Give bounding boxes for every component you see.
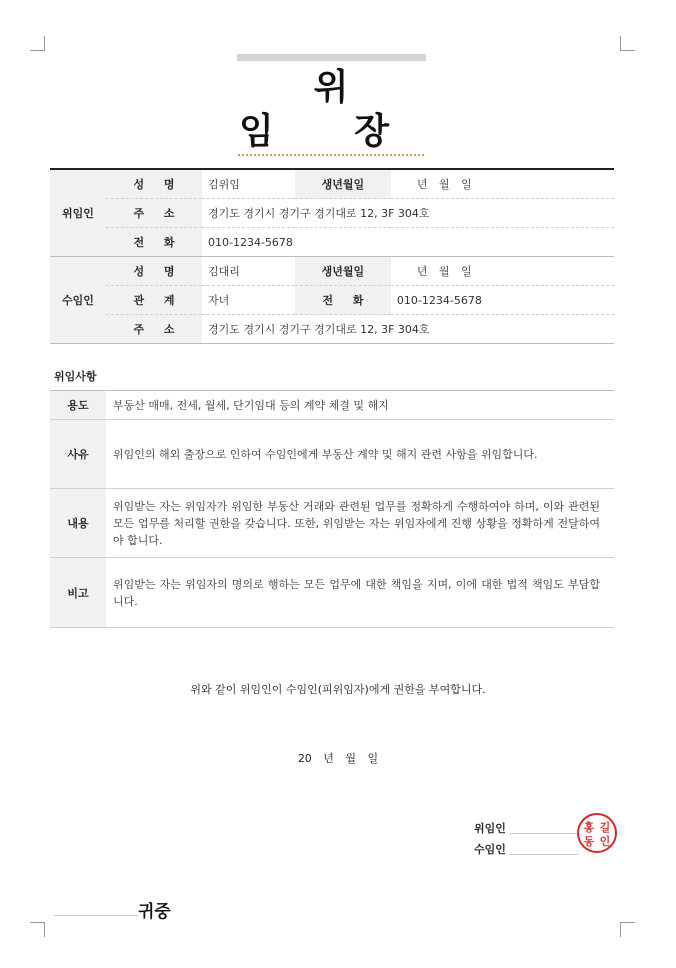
signature-delegator-label: 위임인: [474, 822, 506, 835]
item-text: 위임받는 자는 위임자의 명의로 행하는 모든 업무에 대한 책임을 지며, 이에 대한 법적 책임도 부담합니다.: [106, 558, 614, 628]
recipient-name-line[interactable]: [54, 915, 138, 916]
page-title: 위 임 장: [238, 66, 424, 156]
signature-delegator-line[interactable]: [510, 833, 578, 834]
delegator-name-label: 성 명: [106, 169, 202, 199]
party-info-table: [50, 168, 614, 344]
delegator-birth-value: 년 월 일: [391, 169, 614, 199]
delegatee-relation-value: 자녀: [202, 286, 295, 315]
item-label: 내용: [50, 489, 106, 558]
delegatee-name-row: [50, 257, 614, 286]
item-label: 비고: [50, 558, 106, 628]
delegator-address-row: [50, 199, 614, 228]
delegatee-birth-label: 생년월일: [295, 257, 391, 286]
delegatee-name-value: 김대리: [202, 257, 295, 286]
item-row-purpose: [50, 391, 614, 420]
delegator-phone-label: 전 화: [106, 228, 202, 257]
document-date: 20 년 월 일: [297, 752, 379, 765]
delegatee-birth-value: 년 월 일: [391, 257, 614, 286]
delegatee-relation-row: [50, 286, 614, 315]
item-row-remarks: [50, 558, 614, 628]
items-section-title: 위임사항: [54, 370, 97, 383]
delegatee-address-value: 경기도 경기시 경기구 경기대로 12, 3F 304호: [202, 315, 614, 344]
signature-delegatee-label: 수임인: [474, 843, 506, 856]
svg-text:인: 인: [599, 835, 611, 848]
delegator-address-value: 경기도 경기시 경기구 경기대로 12, 3F 304호: [202, 199, 614, 228]
delegatee-relation-label: 관 계: [106, 286, 202, 315]
crop-mark-bottom-left: [30, 922, 45, 937]
title-decoration-bar: [237, 54, 426, 61]
item-text: 위임받는 자는 위임자가 위임한 부동산 거래와 관련된 업무를 정확하게 수행하여야 하며, 이와 관련된 모든 업무를 처리할 권한을 갖습니다. 또한, 위임받는 자는 위임자에게 진행 상황을 정확하게 전달하여야 합니다.: [106, 489, 614, 558]
seal-stamp-icon: [576, 812, 618, 854]
item-text: 부동산 매매, 전세, 월세, 단기임대 등의 계약 체결 및 해지: [106, 391, 614, 420]
delegator-group-label: 위임인: [50, 169, 106, 257]
item-label: 사유: [50, 420, 106, 489]
delegation-items-table: [50, 390, 614, 628]
delegatee-address-label: 주 소: [106, 315, 202, 344]
delegator-name-value: 김위임: [202, 169, 295, 199]
crop-mark-bottom-right: [620, 922, 635, 937]
item-row-reason: [50, 420, 614, 489]
svg-text:동: 동: [583, 835, 595, 848]
delegator-address-label: 주 소: [106, 199, 202, 228]
delegator-phone-row: [50, 228, 614, 257]
delegator-birth-label: 생년월일: [295, 169, 391, 199]
delegatee-group-label: 수임인: [50, 257, 106, 344]
svg-text:길: 길: [599, 821, 611, 834]
delegator-name-row: [50, 169, 614, 199]
item-label: 용도: [50, 391, 106, 420]
signature-delegatee-line[interactable]: [510, 854, 578, 855]
statement-text: 위와 같이 위임인이 수임인(피위임자)에게 권한을 부여합니다.: [190, 683, 486, 696]
crop-mark-top-left: [30, 36, 45, 51]
delegatee-phone-value: 010-1234-5678: [391, 286, 614, 315]
item-text: 위임인의 해외 출장으로 인하여 수임인에게 부동산 계약 및 해지 관련 사항을 위임합니다.: [106, 420, 614, 489]
item-row-content: [50, 489, 614, 558]
recipient-suffix: 귀중: [138, 902, 171, 922]
delegatee-phone-label: 전 화: [295, 286, 391, 315]
crop-mark-top-right: [620, 36, 635, 51]
delegator-phone-value: 010-1234-5678: [202, 228, 614, 257]
delegatee-address-row: [50, 315, 614, 344]
delegatee-name-label: 성 명: [106, 257, 202, 286]
svg-text:홍: 홍: [583, 821, 595, 834]
